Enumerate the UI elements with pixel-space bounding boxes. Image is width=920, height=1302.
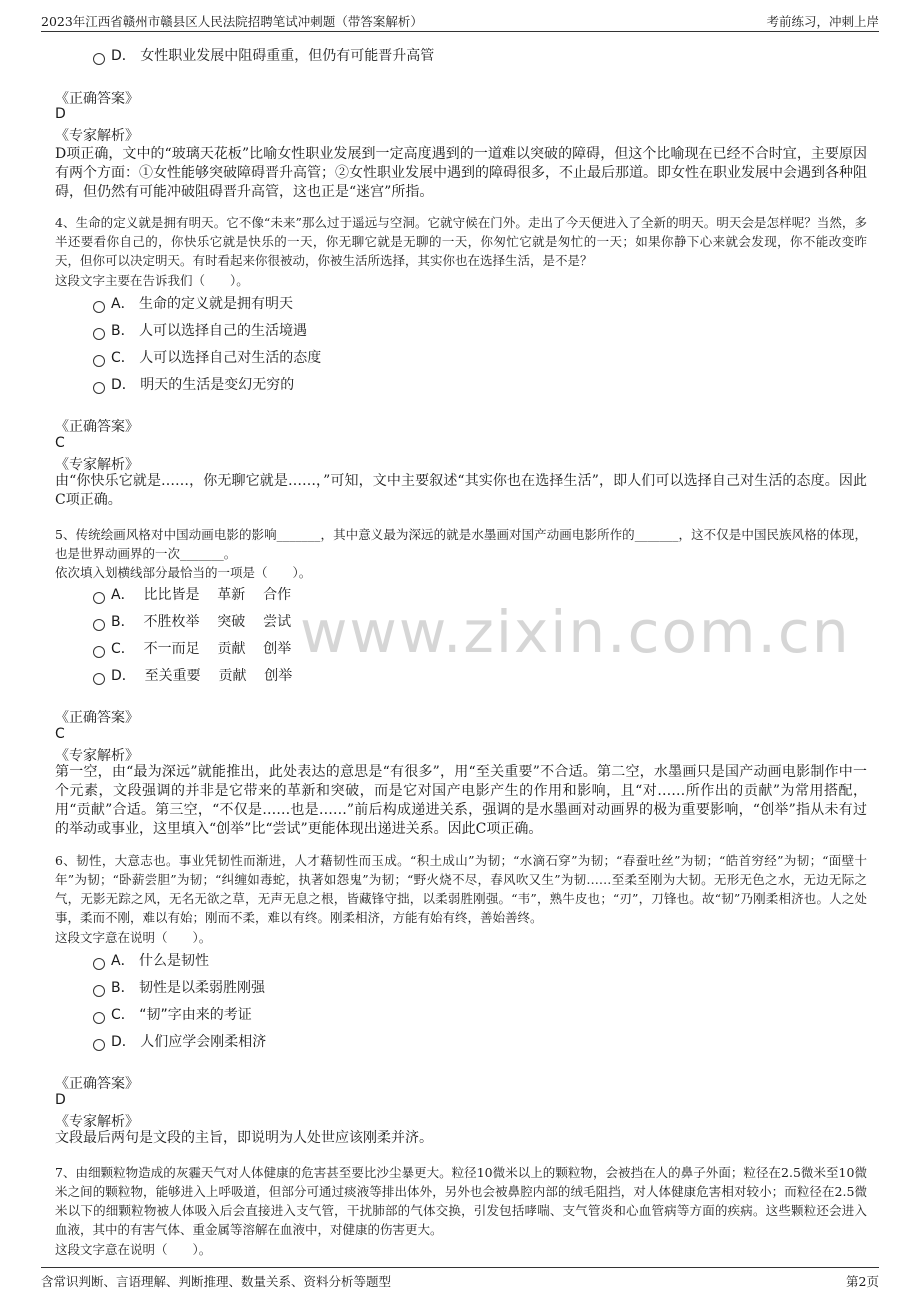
radio-icon[interactable] — [93, 958, 105, 970]
q6-analysis-label: 《专家解析》 — [55, 1114, 139, 1130]
q5-answer-label: 《正确答案》 — [55, 710, 139, 726]
radio-icon[interactable] — [93, 646, 105, 658]
q4-answer: C — [55, 435, 65, 451]
q5-analysis: 第一空，由“最为深远”就能推出，此处表达的意思是“有很多”，用“至关重要”不合适。第二空，水墨画只是国产动画电影制作中一个元素，文段强调的并非是它带来的革新和突破，而是它对国产电影产生的作用和影响，且“对……所作出的贡献”为常用搭配，用“贡献”合适。第三空，“不仅是……也是……”前后构成递进关系，强调的是水墨画对动画界的极为重要影响，“创举”指从未有过的举动或事业，这里填入“创举”比“尝试”更能体现出递进关系。因此C项正确。 — [55, 764, 867, 837]
q6-stem: 6、韧性，大意志也。事业凭韧性而渐进，人才藉韧性而玉成。“积土成山”为韧；“水滴石穿”为韧；“春蚕吐丝”为韧；“皓首穷经”为韧；“面壁十年”为韧；“卧薪尝胆”为韧；“纠缠如毒蛇，执著如怨鬼”为韧；“野火烧不尽，春风吹又生”为韧……至柔至刚为大韧。无形无色之水，无边无际之气，无影无踪之风，无名无欲之草，无声无息之根，皆藏锋守拙，以柔弱胜刚强。“韦”，熟牛皮也；“刃”，刀锋也。故“韧”乃刚柔相济也。人之处事，柔而不刚，难以有始；刚而不柔，难以有终。刚柔相济，方能有始有终，善始善终。 — [55, 853, 867, 925]
watermark: www.zixin.com.cn — [300, 598, 851, 666]
q3-analysis: D项正确，文中的“玻璃天花板”比喻女性职业发展到一定高度遇到的一道难以突破的障碍，但这个比喻现在已经不合时宜，主要原因有两个方面：①女性能够突破障碍晋升高管；②女性职业发展中遇到的障碍很多，不止最后那道。即女性在职业发展中会遇到各种阻碍，但仍然有可能冲破阻碍晋升高管，这也正是“迷宫”所指。 — [55, 146, 867, 200]
q6-option-d[interactable]: D． 人们应学会刚柔相济 — [93, 1031, 266, 1051]
radio-icon[interactable] — [93, 53, 105, 65]
q3-option-d[interactable]: D． 女性职业发展中阻碍重重，但仍有可能晋升高管 — [93, 45, 434, 65]
radio-icon[interactable] — [93, 619, 105, 631]
q6-answer: D — [55, 1092, 66, 1108]
q3-answer: D — [55, 106, 66, 122]
header-divider — [41, 31, 879, 32]
radio-icon[interactable] — [93, 985, 105, 997]
q4-analysis-label: 《专家解析》 — [55, 457, 139, 473]
q6-analysis: 文段最后两句是文段的主旨，即说明为人处世应该刚柔并济。 — [55, 1130, 433, 1146]
q3-answer-label: 《正确答案》 — [55, 91, 139, 107]
page-number: 第2页 — [846, 1274, 879, 1289]
q5-option-b[interactable]: B． 不胜枚举 突破 尝试 — [93, 611, 291, 631]
footer-note: 含常识判断、言语理解、判断推理、数量关系、资料分析等题型 — [41, 1274, 392, 1289]
radio-icon[interactable] — [93, 592, 105, 604]
radio-icon[interactable] — [93, 1039, 105, 1051]
q4-option-b[interactable]: B． 人可以选择自己的生活境遇 — [93, 320, 307, 340]
radio-icon[interactable] — [93, 328, 105, 340]
q4-option-d[interactable]: D． 明天的生活是变幻无穷的 — [93, 374, 294, 394]
q4-analysis: 由“你快乐它就是……，你无聊它就是……，”可知，文中主要叙述“其实你也在选择生活”，即人们可以选择自己对生活的态度。因此C项正确。 — [55, 473, 867, 508]
q6-option-c[interactable]: C． “韧”字由来的考证 — [93, 1004, 252, 1024]
radio-icon[interactable] — [93, 1012, 105, 1024]
radio-icon[interactable] — [93, 382, 105, 394]
footer-divider — [41, 1267, 879, 1268]
radio-icon[interactable] — [93, 673, 105, 685]
q6-option-b[interactable]: B． 韧性是以柔弱胜刚强 — [93, 977, 265, 997]
q4-stem: 4、生命的定义就是拥有明天。它不像“未来”那么过于遥远与空洞。它就守候在门外。走出了今天便进入了全新的明天。明天会是怎样呢？当然，多半还要看你自己的，你快乐它就是快乐的一天，你无聊它就是无聊的一天，你匆忙它就是匆忙的一天；如果你静下心来就会发现，你不能改变昨天，但你可以决定明天。有时看起来你很被动，你被生活所选择，其实你也在选择生活，是不是？ — [55, 215, 867, 268]
q5-stem: 5、传统绘画风格对中国动画电影的影响_______，其中意义最为深远的就是水墨画对国产动画电影所作的_______，这不仅是中国民族风格的体现，也是世界动画界的一次_______。 — [55, 527, 867, 561]
radio-icon[interactable] — [93, 301, 105, 313]
radio-icon[interactable] — [93, 355, 105, 367]
header-slogan: 考前练习，冲刺上岸 — [766, 14, 879, 29]
q7-stem: 7、由细颗粒物造成的灰霾天气对人体健康的危害甚至要比沙尘暴更大。粒径10微米以上的颗粒物，会被挡在人的鼻子外面；粒径在2.5微米至10微米之间的颗粒物，能够进入上呼吸道，但部分可通过痰液等排出体外，另外也会被鼻腔内部的绒毛阻挡，对人体健康危害相对较小；而粒径在2.5微米以下的细颗粒物被人体吸入后会直接进入支气管，干扰肺部的气体交换，引发包括哮喘、支气管炎和心血管病等方面的疾病。这些颗粒还会进入血液，其中的有害气体、重金属等溶解在血液中，对健康的伤害更大。 — [55, 1165, 867, 1237]
q4-option-c[interactable]: C． 人可以选择自己对生活的态度 — [93, 347, 321, 367]
q5-option-a[interactable]: A． 比比皆是 革新 合作 — [93, 584, 291, 604]
q5-prompt: 依次填入划横线部分最恰当的一项是（ ）。 — [55, 565, 312, 580]
q5-answer: C — [55, 726, 65, 742]
q6-answer-label: 《正确答案》 — [55, 1076, 139, 1092]
document-title: 2023年江西省赣州市赣县区人民法院招聘笔试冲刺题（带答案解析） — [41, 14, 423, 29]
q4-prompt: 这段文字主要在告诉我们（ ）。 — [55, 273, 249, 288]
q6-option-a[interactable]: A． 什么是韧性 — [93, 950, 209, 970]
q5-option-c[interactable]: C． 不一而足 贡献 创举 — [93, 638, 291, 658]
q4-answer-label: 《正确答案》 — [55, 419, 139, 435]
q5-option-d[interactable]: D． 至关重要 贡献 创举 — [93, 665, 292, 685]
q7-prompt: 这段文字意在说明（ ）。 — [55, 1242, 212, 1257]
q3-analysis-label: 《专家解析》 — [55, 128, 139, 144]
page-header — [41, 10, 879, 32]
q6-prompt: 这段文字意在说明（ ）。 — [55, 930, 212, 945]
q4-option-a[interactable]: A． 生命的定义就是拥有明天 — [93, 293, 293, 313]
q5-analysis-label: 《专家解析》 — [55, 748, 139, 764]
